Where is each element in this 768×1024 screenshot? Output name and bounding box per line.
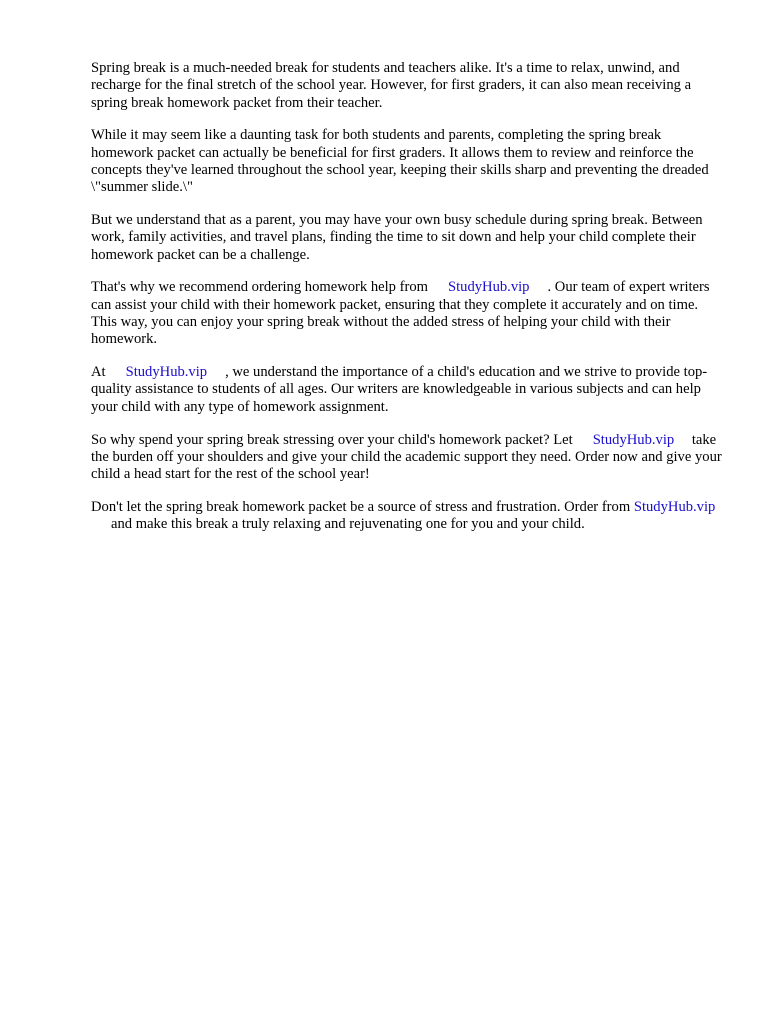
paragraph-text: At: [91, 364, 106, 381]
paragraph-text: Don't let the spring break homework packet be a source of stress and frustration. Order from: [91, 498, 631, 515]
paragraph-text: take the burden off your shoulders and give your child the academic support they need. Order now and give your child a head start for the rest of the school year!: [91, 431, 722, 483]
paragraph-about: [91, 364, 727, 416]
paragraph-recommendation: [91, 279, 727, 348]
studyhub-link[interactable]: StudyHub.vip: [592, 431, 675, 448]
studyhub-link[interactable]: StudyHub.vip: [633, 498, 716, 515]
document-body: [91, 60, 727, 549]
paragraph-text: That's why we recommend ordering homework help from: [91, 279, 428, 296]
paragraph-call-to-action: [91, 432, 727, 484]
paragraph-busy-parents: But we understand that as a parent, you may have your own busy schedule during spring break. Between work, family activities, and travel plans, finding the time to sit down and help your child complete their homework packet can be a challenge.: [91, 212, 703, 263]
paragraph-text: , we understand the importance of a child's education and we strive to provide top-quality assistance to students of all ages. Our writers are knowledgeable in various subjects and can help your child with any type of homework assignment.: [91, 364, 708, 415]
paragraph-intro: Spring break is a much-needed break for students and teachers alike. It's a time to relax, unwind, and recharge for the final stretch of the school year. However, for first graders, it can also mean receiving a spring break homework packet from their teacher.: [91, 60, 692, 111]
paragraph-text: and make this break a truly relaxing and rejuvenating one for you and your child.: [111, 516, 585, 533]
paragraph-text: . Our team of expert writers can assist your child with their homework packet, ensuring that they complete it accurately and on time. This way, you can enjoy your spring break without the added stress of helping your child with their homework.: [91, 279, 710, 348]
studyhub-link[interactable]: StudyHub.vip: [447, 279, 530, 296]
paragraph-benefits: While it may seem like a daunting task for both students and parents, completing the spring break homework packet can actually be beneficial for first graders. It allows them to review and reinforce the concepts they've learned throughout the school year, keeping their skills sharp and preventing the dreaded \"summer slide.\": [91, 127, 709, 196]
paragraph-closing: [91, 499, 727, 534]
studyhub-link[interactable]: StudyHub.vip: [125, 364, 208, 381]
paragraph-text: So why spend your spring break stressing over your child's homework packet? Let: [91, 431, 573, 448]
